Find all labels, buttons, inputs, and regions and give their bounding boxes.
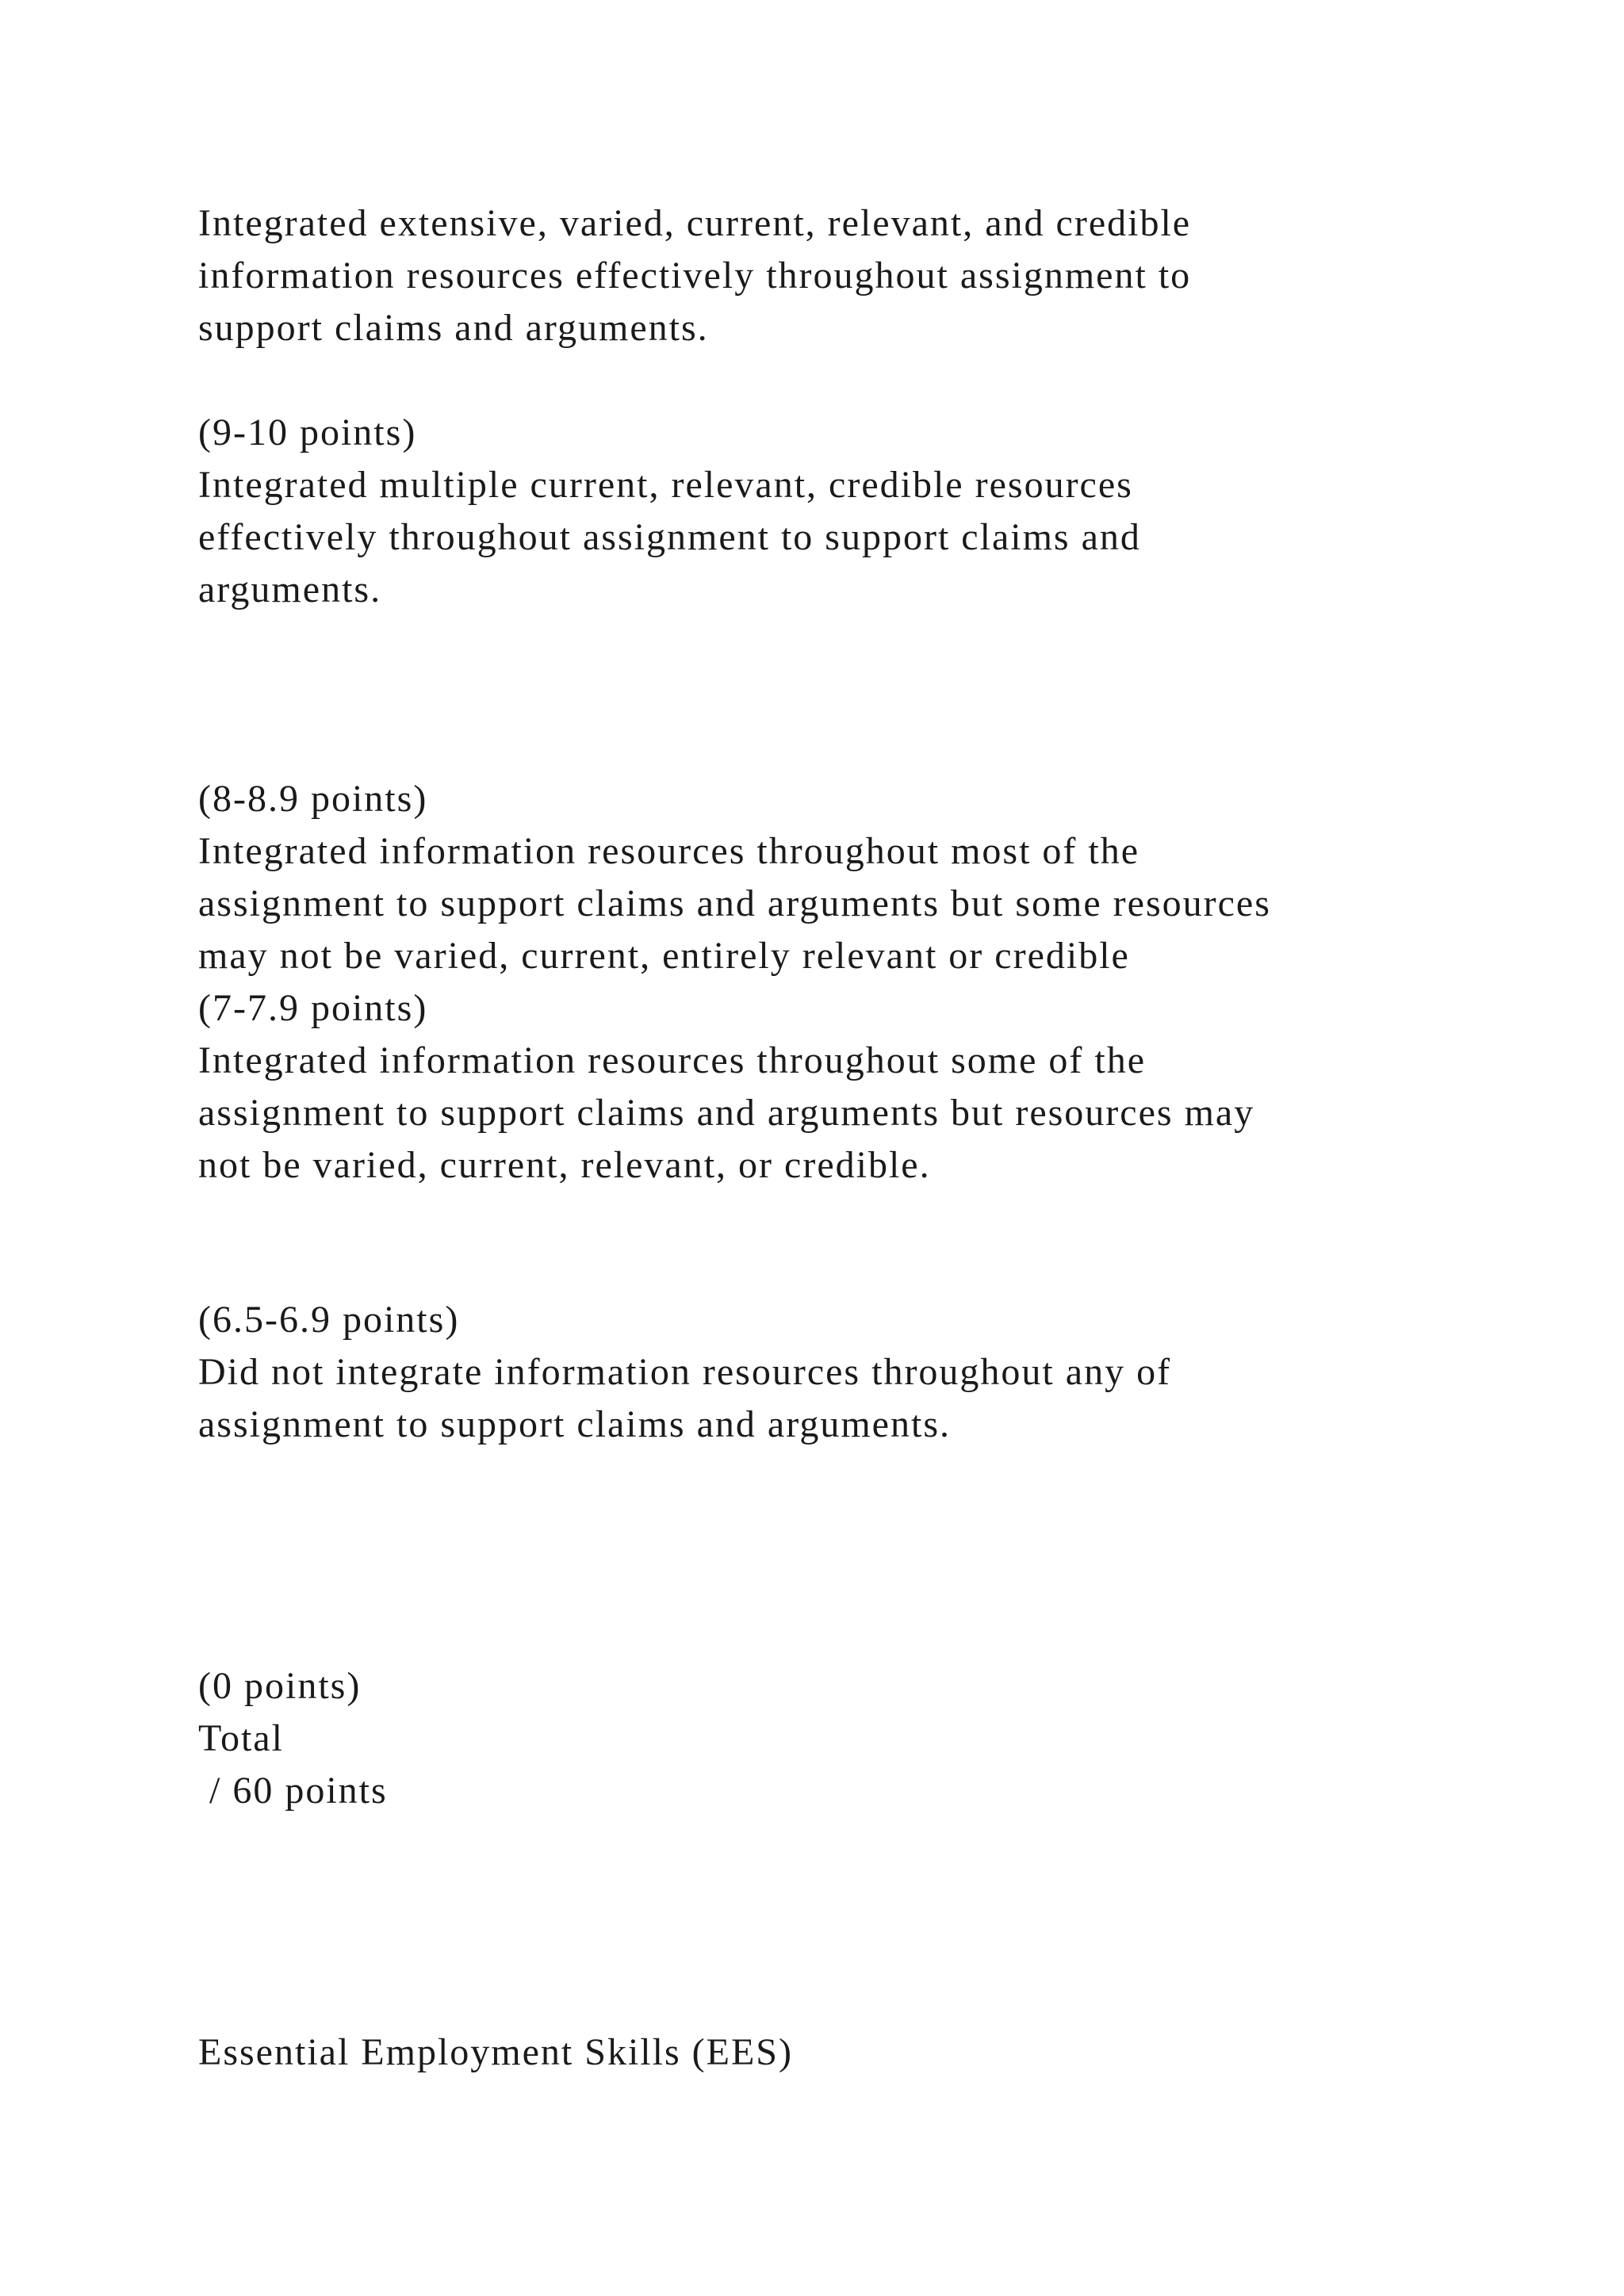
score-range-label: (8-8.9 points)	[198, 778, 428, 820]
total-label: Total	[198, 1717, 284, 1759]
section-heading: Essential Employment Skills (EES)	[198, 2031, 793, 2073]
total-points: / 60 points	[198, 1770, 388, 1812]
text-line: assignment to support claims and arguments but some resources	[198, 882, 1271, 924]
text-line: assignment to support claims and arguments but resources may	[198, 1092, 1255, 1134]
text-line: information resources effectively throughout assignment to	[198, 254, 1192, 297]
text-line: Did not integrate information resources throughout any of	[198, 1351, 1172, 1393]
text-line: Integrated extensive, varied, current, relevant, and credible	[198, 202, 1192, 244]
score-range-label: (7-7.9 points)	[198, 987, 428, 1029]
text-line: may not be varied, current, entirely relevant or credible	[198, 935, 1130, 977]
text-line: Integrated multiple current, relevant, credible resources	[198, 464, 1133, 506]
score-range-label: (9-10 points)	[198, 411, 417, 453]
text-line: Integrated information resources throughout most of the	[198, 830, 1140, 872]
text-line: not be varied, current, relevant, or credible.	[198, 1144, 931, 1186]
score-range-label: (6.5-6.9 points)	[198, 1299, 460, 1341]
text-line: arguments.	[198, 568, 382, 610]
text-line: effectively throughout assignment to support claims and	[198, 516, 1141, 558]
text-line: support claims and arguments.	[198, 307, 709, 349]
text-line: assignment to support claims and arguments.	[198, 1403, 951, 1445]
text-line: Integrated information resources throughout some of the	[198, 1039, 1147, 1081]
score-range-label: (0 points)	[198, 1665, 362, 1707]
